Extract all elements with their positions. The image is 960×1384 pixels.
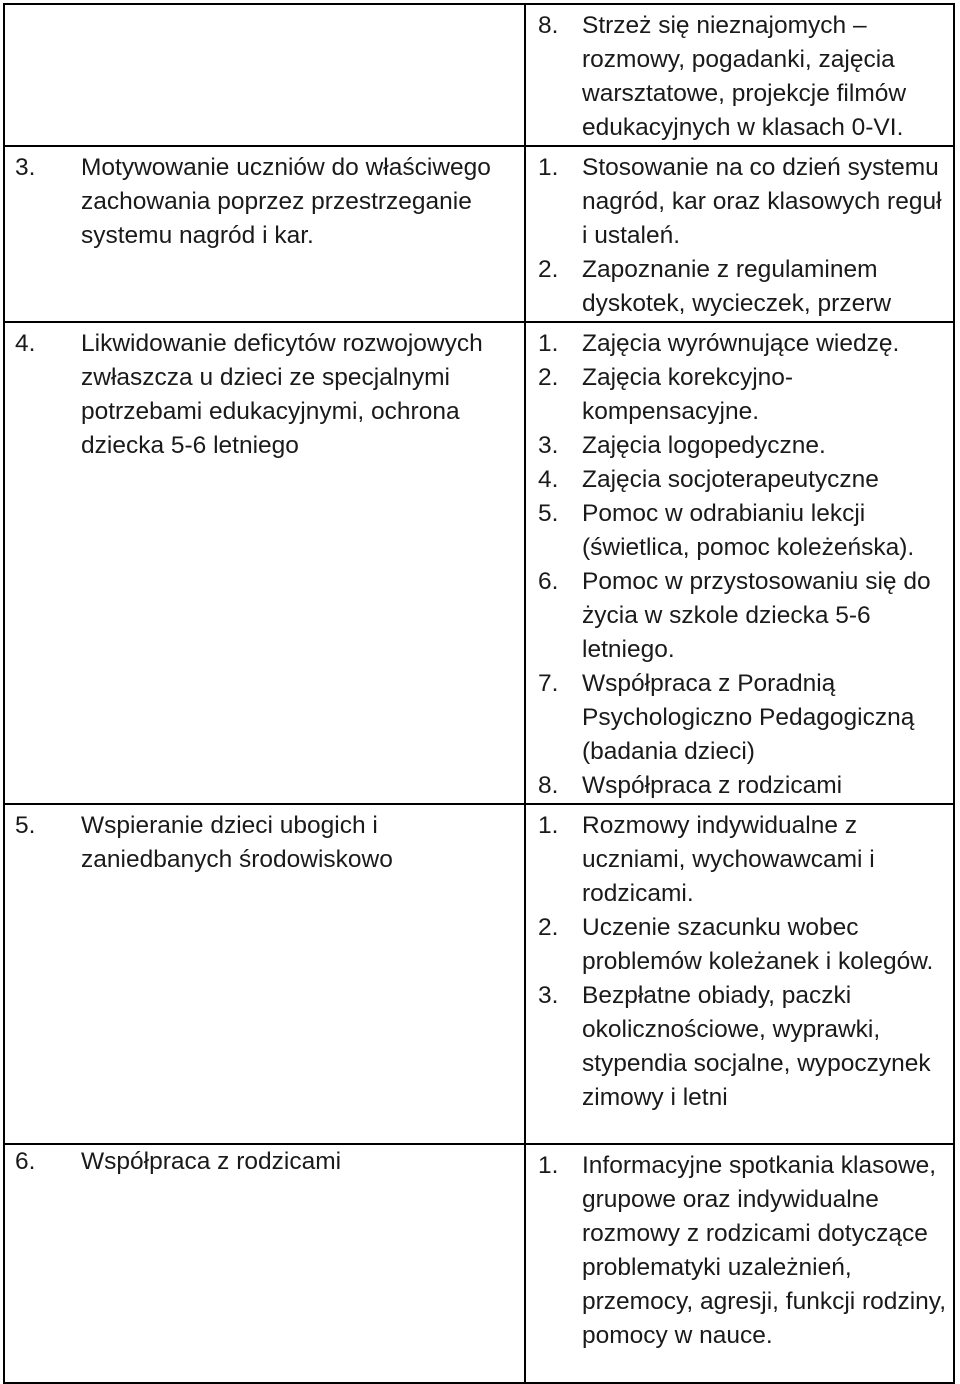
item-text: Rozmowy indywidualne z uczniami, wychowawcami i rodzicami. [582,812,875,907]
goal-cell [4,322,525,804]
item-number: 2. [538,914,559,941]
item-number: 3. [538,432,559,459]
plan-table-body [4,4,954,1383]
item-text: Współpraca z rodzicami [81,1148,342,1175]
item-text: Likwidowanie deficytów rozwojowych zwłaszcza u dzieci ze specjalnymi potrzebami edukacyjnymi, ochrona dziecka 5-6 letniego [81,330,483,459]
actions-cell [525,146,954,322]
item-number: 4. [538,466,559,493]
item-text: Pomoc w odrabianiu lekcji (świetlica, pomoc koleżeńska). [582,500,915,561]
goal-item [15,1145,524,1179]
actions-cell [525,4,954,146]
item-text: Współpraca z Poradnią Psychologiczno Pedagogiczną (badania dzieci) [582,670,915,765]
table-row [4,804,954,1144]
item-number: 7. [538,670,559,697]
item-number: 8. [538,12,559,39]
actions-cell [525,322,954,804]
action-item [538,809,953,911]
plan-table [3,3,955,1384]
item-number: 5. [15,812,36,839]
item-number: 1. [538,330,559,357]
item-number: 6. [538,568,559,595]
goal-item [15,151,524,253]
table-row [4,322,954,804]
item-text: Wspieranie dzieci ubogich i zaniedbanych środowiskowo [81,812,393,873]
action-item [538,497,953,565]
item-text: Stosowanie na co dzień systemu nagród, kar oraz klasowych reguł i ustaleń. [582,154,942,249]
item-text: Motywowanie uczniów do właściwego zachowania poprzez przestrzeganie systemu nagród i kar. [81,154,491,249]
action-item [538,327,953,361]
action-item [538,463,953,497]
action-item [538,565,953,667]
table-row [4,4,954,146]
item-text: Informacyjne spotkania klasowe, grupowe oraz indywidualne rozmowy z rodzicami dotyczące problematyki uzależnień, przemocy, agresji, funkcji rodziny, pomocy w nauce. [582,1152,946,1349]
item-number: 3. [15,154,36,181]
actions-cell [525,1144,954,1383]
item-number: 3. [538,982,559,1009]
item-number: 1. [538,812,559,839]
action-item [538,429,953,463]
goal-cell [4,804,525,1144]
item-text: Współpraca z rodzicami [582,772,843,799]
item-number: 2. [538,256,559,283]
item-number: 1. [538,1152,559,1179]
item-text: Strzeż się nieznajomych – rozmowy, pogadanki, zajęcia warsztatowe, projekcje filmów edukacyjnych w klasach 0-VI. [582,12,907,141]
action-item [538,769,953,803]
goal-cell [4,146,525,322]
goal-item [15,809,524,877]
item-number: 2. [538,364,559,391]
action-item [538,979,953,1115]
action-item [538,9,953,145]
goal-cell [4,1144,525,1383]
item-number: 1. [538,154,559,181]
action-item [538,1149,953,1353]
table-row [4,146,954,322]
item-text: Zajęcia socjoterapeutyczne [582,466,879,493]
action-item [538,667,953,769]
item-text: Zajęcia korekcyjno-kompensacyjne. [582,364,794,425]
item-number: 8. [538,772,559,799]
table-row [4,1144,954,1383]
item-text: Zajęcia logopedyczne. [582,432,826,459]
item-number: 6. [15,1148,36,1175]
action-item [538,253,953,321]
item-number: 4. [15,330,36,357]
actions-cell [525,804,954,1144]
action-item [538,361,953,429]
item-text: Uczenie szacunku wobec problemów koleżanek i kolegów. [582,914,934,975]
action-item [538,911,953,979]
item-text: Pomoc w przystosowaniu się do życia w szkole dziecka 5-6 letniego. [582,568,931,663]
item-text: Zajęcia wyrównujące wiedzę. [582,330,900,357]
goal-item [15,327,524,463]
item-text: Bezpłatne obiady, paczki okolicznościowe, wyprawki, stypendia socjalne, wypoczynek zimowy i letni [582,982,931,1111]
item-number: 5. [538,500,559,527]
item-text: Zapoznanie z regulaminem dyskotek, wycieczek, przerw [582,256,892,317]
action-item [538,151,953,253]
goal-cell [4,4,525,146]
